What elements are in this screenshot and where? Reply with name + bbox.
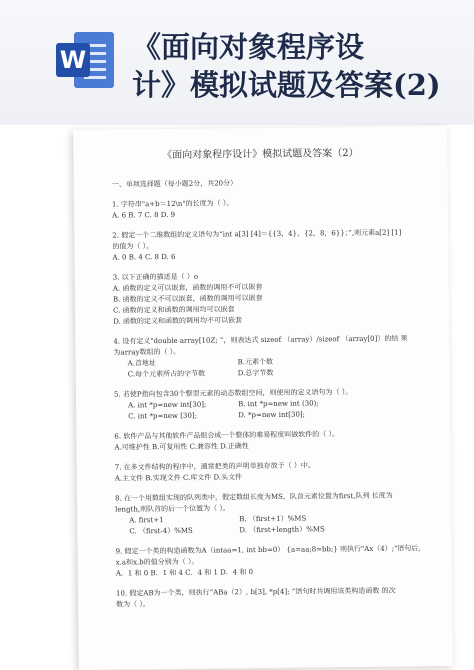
option-d: D.总字节数 [237, 368, 274, 378]
question-stem-continued: x.a和x.b的值分别为（ ）。 [115, 557, 199, 567]
option-a: A. 函数的定义可以嵌套，函数的调用不可以嵌套 [112, 283, 263, 293]
question-4 [113, 333, 429, 380]
question-stem: 8. 在一个用数组实现的队列类中，假定数组长度为MS，队首元素位置为first,队列 长度为 [115, 491, 393, 503]
question-stem-continued: 数为（ ）。 [116, 600, 150, 609]
header-banner [0, 0, 474, 125]
question-stem: 10. 假定AB为一个类，则执行“ABa（2）, b[3], *p[4]; ”语句时共调用该类构造函数 的次 [115, 586, 396, 598]
document-content [74, 158, 453, 611]
question-stem: 5. 若使P指向包含30个整型元素的动态数组空间，则使用的定义语句为（ ）。 [113, 388, 353, 399]
question-options: A.可维护性 B.可复用性 C.兼容性 D.正确性 [114, 442, 249, 452]
question-5 [114, 386, 430, 422]
word-badge: W [56, 43, 90, 77]
question-options: A. 0 B. 4 C. 8 D. 6 [112, 252, 176, 262]
question-options: A．1 和 0 B．1 和 4 C．4 和 1 D．4 和 0 [115, 568, 254, 578]
option-a: A. first+1 [129, 516, 164, 525]
question-6 [114, 428, 430, 453]
section-heading: 一、单项选择题（每小题2分，共20分） [111, 179, 238, 189]
banner-title-line-2: 计》模拟试题及答案(2) [132, 68, 441, 102]
question-stem-continued: 为array数组的（ ）。 [113, 347, 181, 357]
option-b: B.元素个数 [237, 357, 274, 367]
question-stem: 1. 字符串"a+b＝12\n"的长度为（ ）。 [111, 199, 234, 209]
option-b: B. 函数的定义不可以嵌套，函数的调用可以嵌套 [112, 293, 263, 304]
option-c: C. （first-4）%MS [129, 526, 193, 536]
word-document-icon [56, 32, 116, 88]
question-1 [112, 196, 428, 221]
question-stem: 7. 在多文件结构的程序中，通常把类的声明单独存放于（ ）中。 [114, 461, 315, 472]
banner-title [132, 28, 472, 104]
question-stem: 6. 软件产品与其他软件产品组合成一个整体的难易程度叫做软件的（ ）。 [114, 430, 340, 441]
question-9 [116, 543, 432, 579]
option-c: C. int *p=new [30]; [128, 411, 198, 421]
banner-title-line-1: 《面向对象程序设 [132, 30, 365, 64]
question-10 [116, 585, 432, 610]
option-c: C. 函数的定义和函数的调用均可以嵌套 [113, 305, 235, 315]
question-options: A. 6 B. 7 C. 8 D. 9 [112, 210, 176, 220]
question-stem: 2. 假定一个二维数组的定义语句为“int a[3] [4]＝{{3，4}，{2，8，6}}；”,则元素a[2] [1] [112, 228, 402, 240]
option-c: C.每个元素所占的字节数 [127, 369, 206, 379]
options-grid [128, 398, 348, 422]
question-stem-continued: 的值为（ ）。 [112, 242, 154, 251]
option-b: B. （first+1）%MS [239, 514, 307, 524]
question-stem-continued: length,则队首的后一个位置为（ ）。 [115, 504, 230, 514]
document-page [73, 126, 453, 670]
option-a: A.首地址 [127, 359, 156, 368]
options-grid [128, 356, 348, 380]
option-a: A. int *p=new int[30]; [128, 400, 207, 410]
question-stem: 3. 以下正确的描述是（ ）o [112, 272, 199, 282]
question-7 [115, 459, 431, 484]
question-3 [113, 269, 430, 327]
options-grid [129, 513, 349, 537]
option-d: D. （first+length）%MS [239, 525, 325, 535]
question-stem: 9. 假定一个类的构造函数为A（intaa=1, int bb=0） {a=aa;8=bb;} 则执行"Ax（4）;"语句后, [115, 544, 421, 556]
question-2 [112, 227, 428, 263]
question-options: A.主文件 B.实现文件 C.库文件 D.头文件 [114, 473, 243, 483]
option-d: D. *p=new int[30]; [238, 410, 306, 420]
question-stem: 4. 设有定义"double array[10Z; ”，则表达式 sizeof （array）/sizeof （array[0]）的结 果 [113, 334, 408, 346]
option-d: D. 函数的定义和函数的调用均不可以嵌套 [113, 316, 243, 326]
option-b: B. int *p=new int (30); [238, 399, 319, 409]
question-8 [115, 490, 431, 537]
document-title: 《面向对象程序设计》模拟试题及答案（2） [162, 147, 359, 162]
